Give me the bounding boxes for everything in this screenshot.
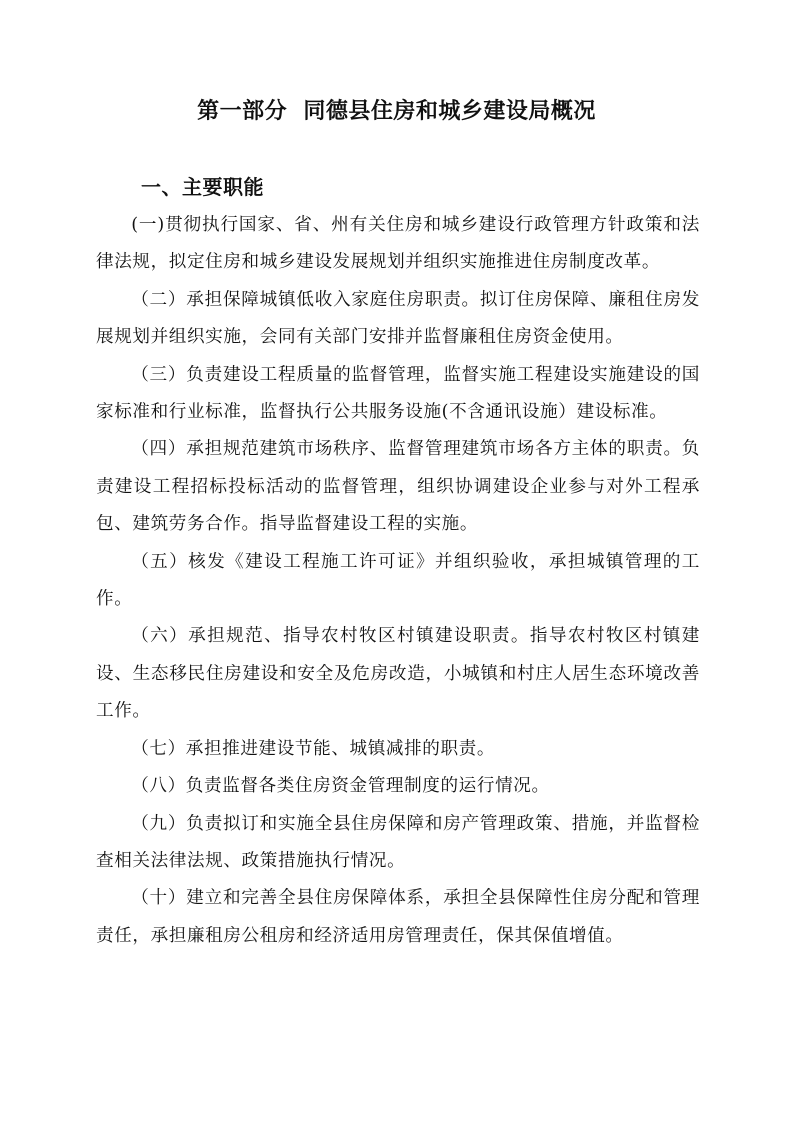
paragraph-10: （十）建立和完善全县住房保障体系，承担全县保障性住房分配和管理责任，承担廉租房公租房和经济适用房管理责任，保其保值增值。 bbox=[96, 888, 700, 946]
paragraph-4: （四）承担规范建筑市场秩序、监督管理建筑市场各方主体的职责。负责建设工程招标投标活动的监督管理，组织协调建设企业参与对外工程承包、建筑劳务合作。指导监督建设工程的实施。 bbox=[96, 439, 700, 535]
paragraph-7: （七）承担推进建设节能、城镇减排的职责。 bbox=[131, 738, 496, 759]
paragraph-3: （三）负责建设工程质量的监督管理，监督实施工程建设实施建设的国家标准和行业标准，监督执行公共服务设施(不含通讯设施）建设标准。 bbox=[96, 364, 700, 423]
paragraph-2: （二）承担保障城镇低收入家庭住房职责。拟订住房保障、廉租住房发展规划并组织实施，会同有关部门安排并监督廉租住房资金使用。 bbox=[96, 289, 700, 348]
section-heading: 一、主要职能 bbox=[141, 175, 264, 199]
paragraph-1: (一)贯彻执行国家、省、州有关住房和城乡建设行政管理方针政策和法律法规，拟定住房和城乡建设发展规划并组织实施推进住房制度改革。 bbox=[96, 215, 700, 273]
page-title: 第一部分 同德县住房和城乡建设局概况 bbox=[197, 99, 596, 124]
document-body bbox=[96, 207, 700, 955]
paragraph-5: （五）核发《建设工程施工许可证》并组织验收，承担城镇管理的工作。 bbox=[96, 551, 700, 610]
paragraph-8: （八）负责监督各类住房资金管理制度的运行情况。 bbox=[131, 776, 550, 797]
paragraph-6: （六）承担规范、指导农村牧区村镇建设职责。指导农村牧区村镇建设、生态移民住房建设和安全及危房改造，小城镇和村庄人居生态环境改善工作。 bbox=[96, 626, 700, 722]
paragraph-9: （九）负责拟订和实施全县住房保障和房产管理政策、措施，并监督检查相关法律法规、政策措施执行情况。 bbox=[96, 813, 700, 871]
